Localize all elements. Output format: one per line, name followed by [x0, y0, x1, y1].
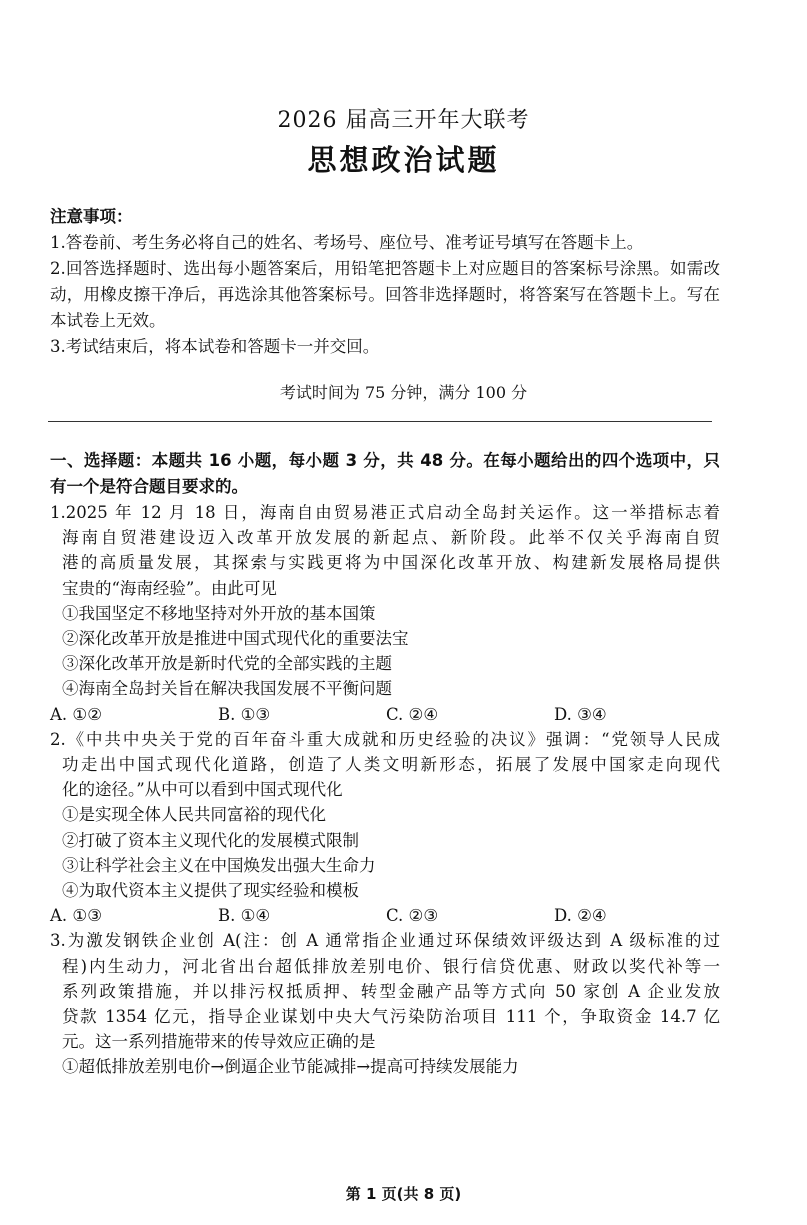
statement: ③让科学社会主义在中国焕发出强大生命力 — [62, 855, 376, 875]
section-heading-line: 一、选择题：本题共 16 小题，每小题 3 分，共 48 分。在每小题给出的四个选项中，只 — [50, 451, 720, 470]
question-stem-line: 宝贵的“海南经验”。由此可见 — [62, 578, 277, 598]
statement: ④海南全岛封关旨在解决我国发展不平衡问题 — [62, 679, 392, 699]
question-stem-line: 贷款 1354 亿元，指导企业谋划中央大气污染防治项目 111 个，争取资金 14.7 亿 — [62, 1007, 720, 1027]
choice-d: D. ③④ — [554, 704, 607, 724]
question-stem-line: 元。这一系列措施带来的传导效应正确的是 — [62, 1032, 376, 1052]
section-heading — [50, 448, 720, 500]
statement: ④为取代资本主义提供了现实经验和模板 — [62, 881, 359, 901]
notice-block — [50, 204, 720, 360]
question-stem-line: 系列政策措施，并以排污权抵质押、转型金融产品等方式向 50 家创 A 企业发放 — [62, 981, 720, 1001]
statement: ①超低排放差别电价→倒逼企业节能减排→提高可持续发展能力 — [62, 1057, 519, 1077]
question-3 — [50, 928, 720, 1079]
divider-line — [48, 421, 712, 422]
statement: ②打破了资本主义现代化的发展模式限制 — [62, 830, 359, 850]
notice-item: 3.考试结束后，将本试卷和答题卡一并交回。 — [50, 337, 380, 356]
question-stem-line: 功走出中国式现代化道路，创造了人类文明新形态，拓展了发展中国家走向现代 — [62, 755, 720, 775]
question-stem-line: 3.为激发钢铁企业创 A(注：创 A 通常指企业通过环保绩效评级达到 A 级标准的过 — [50, 931, 720, 951]
choice-c: C. ②④ — [386, 704, 439, 724]
question-stem-line: 1.2025 年 12 月 18 日，海南自由贸易港正式启动全岛封关运作。这一举措标志着 — [50, 503, 720, 522]
question-stem-line: 化的途径。”从中可以看到中国式现代化 — [62, 780, 343, 800]
statement: ③深化改革开放是新时代党的全部实践的主题 — [62, 654, 392, 674]
question-stem-line: 2.《中共中央关于党的百年奋斗重大成就和历史经验的决议》强调：“党领导人民成 — [50, 729, 720, 749]
answer-choices — [50, 903, 720, 928]
question-stem-line: 港的高质量发展，其探索与实践更将为中国深化改革开放、构建新发展格局提供 — [62, 553, 720, 573]
question-2 — [50, 727, 720, 929]
subject-title: 思想政治试题 — [307, 143, 500, 177]
answer-choices — [50, 702, 720, 727]
question-stem-line: 海南自贸港建设迈入改革开放发展的新起点、新阶段。此举不仅关乎海南自贸 — [62, 528, 720, 548]
choice-c: C. ②③ — [386, 906, 439, 926]
exam-time-info: 考试时间为 75 分钟，满分 100 分 — [279, 383, 528, 402]
choice-a: A. ①③ — [50, 906, 102, 926]
notice-item: 1.答卷前、考生务必将自己的姓名、考场号、座位号、准考证号填写在答题卡上。 — [50, 233, 644, 252]
choice-b: B. ①④ — [218, 906, 271, 926]
statement: ②深化改革开放是推进中国式现代化的重要法宝 — [62, 629, 409, 649]
page-number: 第 1 页(共 8 页) — [345, 1185, 462, 1203]
notice-heading: 注意事项： — [50, 207, 133, 226]
notice-item: 2.回答选择题时、选出每小题答案后，用铅笔把答题卡上对应题目的答案标号涂黑。如需改动，用橡皮擦干净后，再选涂其他答案标号。回答非选择题时，将答案写在答题卡上。写在本试卷上无效。 — [50, 259, 720, 330]
statement: ①是实现全体人民共同富裕的现代化 — [62, 805, 326, 825]
section-heading-line: 有一个是符合题目要求的。 — [50, 477, 248, 496]
choice-d: D. ②④ — [554, 906, 607, 926]
choice-b: B. ①③ — [218, 704, 271, 724]
statement: ①我国坚定不移地坚持对外开放的基本国策 — [62, 603, 376, 623]
question-list — [50, 500, 720, 1080]
choice-a: A. ①② — [50, 704, 102, 724]
question-1 — [50, 500, 720, 727]
exam-title: 2026 届高三开年大联考 — [277, 108, 530, 133]
question-stem-line: 程)内生动力，河北省出台超低排放差别电价、银行信贷优惠、财政以奖代补等一 — [62, 956, 720, 976]
